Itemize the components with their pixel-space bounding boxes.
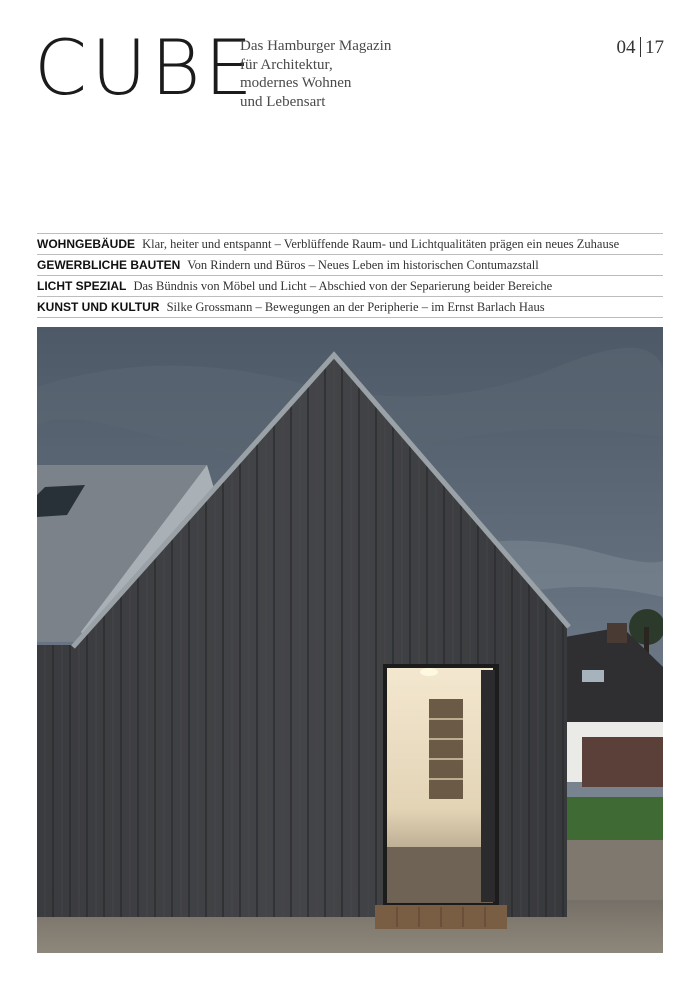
- house-illustration: [37, 327, 663, 953]
- toc-category: LICHT SPEZIAL: [37, 279, 127, 293]
- table-of-contents: [37, 233, 663, 318]
- neighbor-fence: [582, 737, 663, 787]
- toc-teaser: Klar, heiter und entspannt – Verblüffende Raum- und Lichtqualitäten prägen ein neues Zuhause: [142, 237, 620, 251]
- toc-teaser: Von Rindern und Büros – Neues Leben im historischen Contumazstall: [187, 258, 539, 272]
- tagline-line: modernes Wohnen: [240, 75, 352, 91]
- toc-category: KUNST UND KULTUR: [37, 300, 160, 314]
- neighbor-window: [582, 670, 604, 682]
- magazine-logo: CUBE: [34, 23, 257, 112]
- open-door-leaf: [481, 670, 495, 902]
- gravel-path: [557, 840, 663, 900]
- toc-row: [37, 276, 663, 297]
- tagline-line: für Architektur,: [240, 56, 333, 73]
- magazine-tagline: [240, 37, 391, 111]
- issue-number: [617, 37, 665, 59]
- ceiling-lamp: [420, 668, 438, 676]
- issue-month: 04: [616, 37, 636, 58]
- toc-teaser: Silke Grossmann – Bewegungen an der Peripherie – im Ernst Barlach Haus: [166, 300, 545, 314]
- issue-divider: [640, 37, 642, 57]
- interior-shelf: [429, 699, 463, 799]
- toc-teaser: Das Bündnis von Möbel und Licht – Abschied von der Separierung beider Bereiche: [133, 279, 553, 293]
- tagline-line: und Lebensart: [240, 93, 326, 110]
- toc-category: GEWERBLICHE BAUTEN: [37, 258, 181, 272]
- lawn: [567, 797, 663, 842]
- cover-photo: [37, 327, 663, 953]
- toc-row: [37, 297, 663, 318]
- toc-category: WOHNGEBÄUDE: [37, 237, 135, 251]
- neighbor-chimney: [607, 623, 627, 643]
- toc-row: [37, 255, 663, 276]
- toc-row: [37, 234, 663, 255]
- interior-floor: [387, 847, 493, 903]
- tagline-line: Das Hamburger Magazin: [240, 38, 392, 54]
- issue-year: 17: [645, 37, 664, 58]
